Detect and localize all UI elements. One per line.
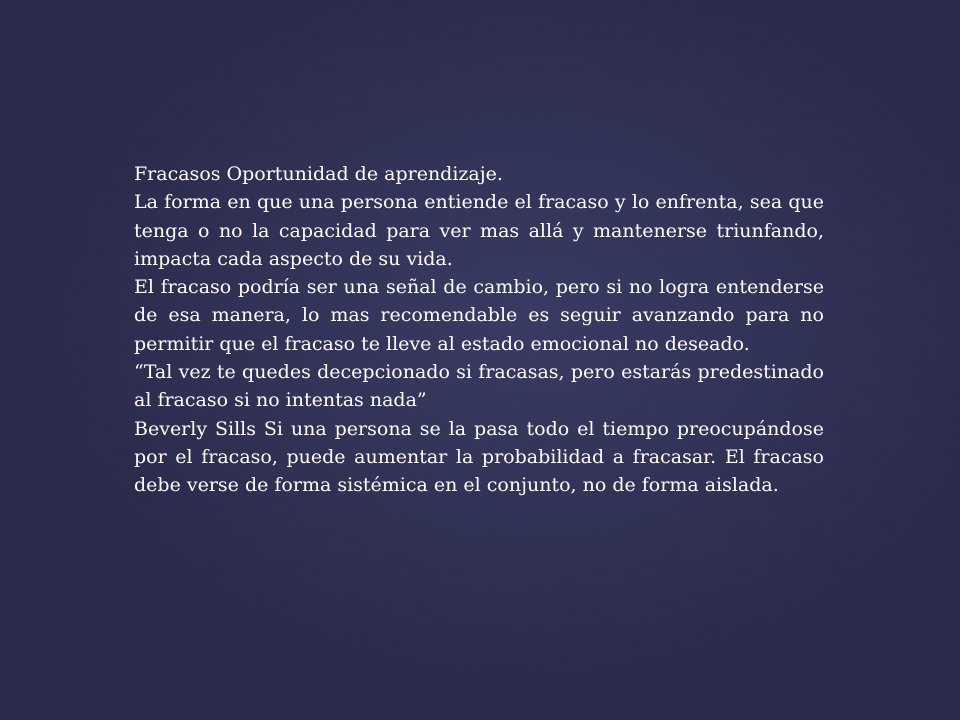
slide-title-line: Fracasos Oportunidad de aprendizaje.	[134, 163, 503, 185]
slide-text-box	[134, 160, 824, 500]
paragraph-failure-change-signal: El fracaso podría ser una señal de cambio, pero si no logra entenderse de esa manera, lo mas recomendable es seguir avanzando para no permitir que el fracaso te lleve al estado emocional no deseado.	[134, 276, 824, 355]
paragraph-failure-perception: La forma en que una persona entiende el fracaso y lo enfrenta, sea que tenga o no la capacidad para ver mas allá y mantenerse triunfando, impacta cada aspecto de su vida.	[134, 191, 824, 270]
paragraph-beverly-sills: Beverly Sills Si una persona se la pasa todo el tiempo preocupándose por el fracaso, puede aumentar la probabilidad a fracasar. El fracaso debe verse de forma sistémica en el conjunto, no de forma aislada.	[134, 417, 824, 497]
quote-paragraph: “Tal vez te quedes decepcionado si fracasas, pero estarás predestinado al fracaso si no intentas nada”	[134, 361, 824, 412]
